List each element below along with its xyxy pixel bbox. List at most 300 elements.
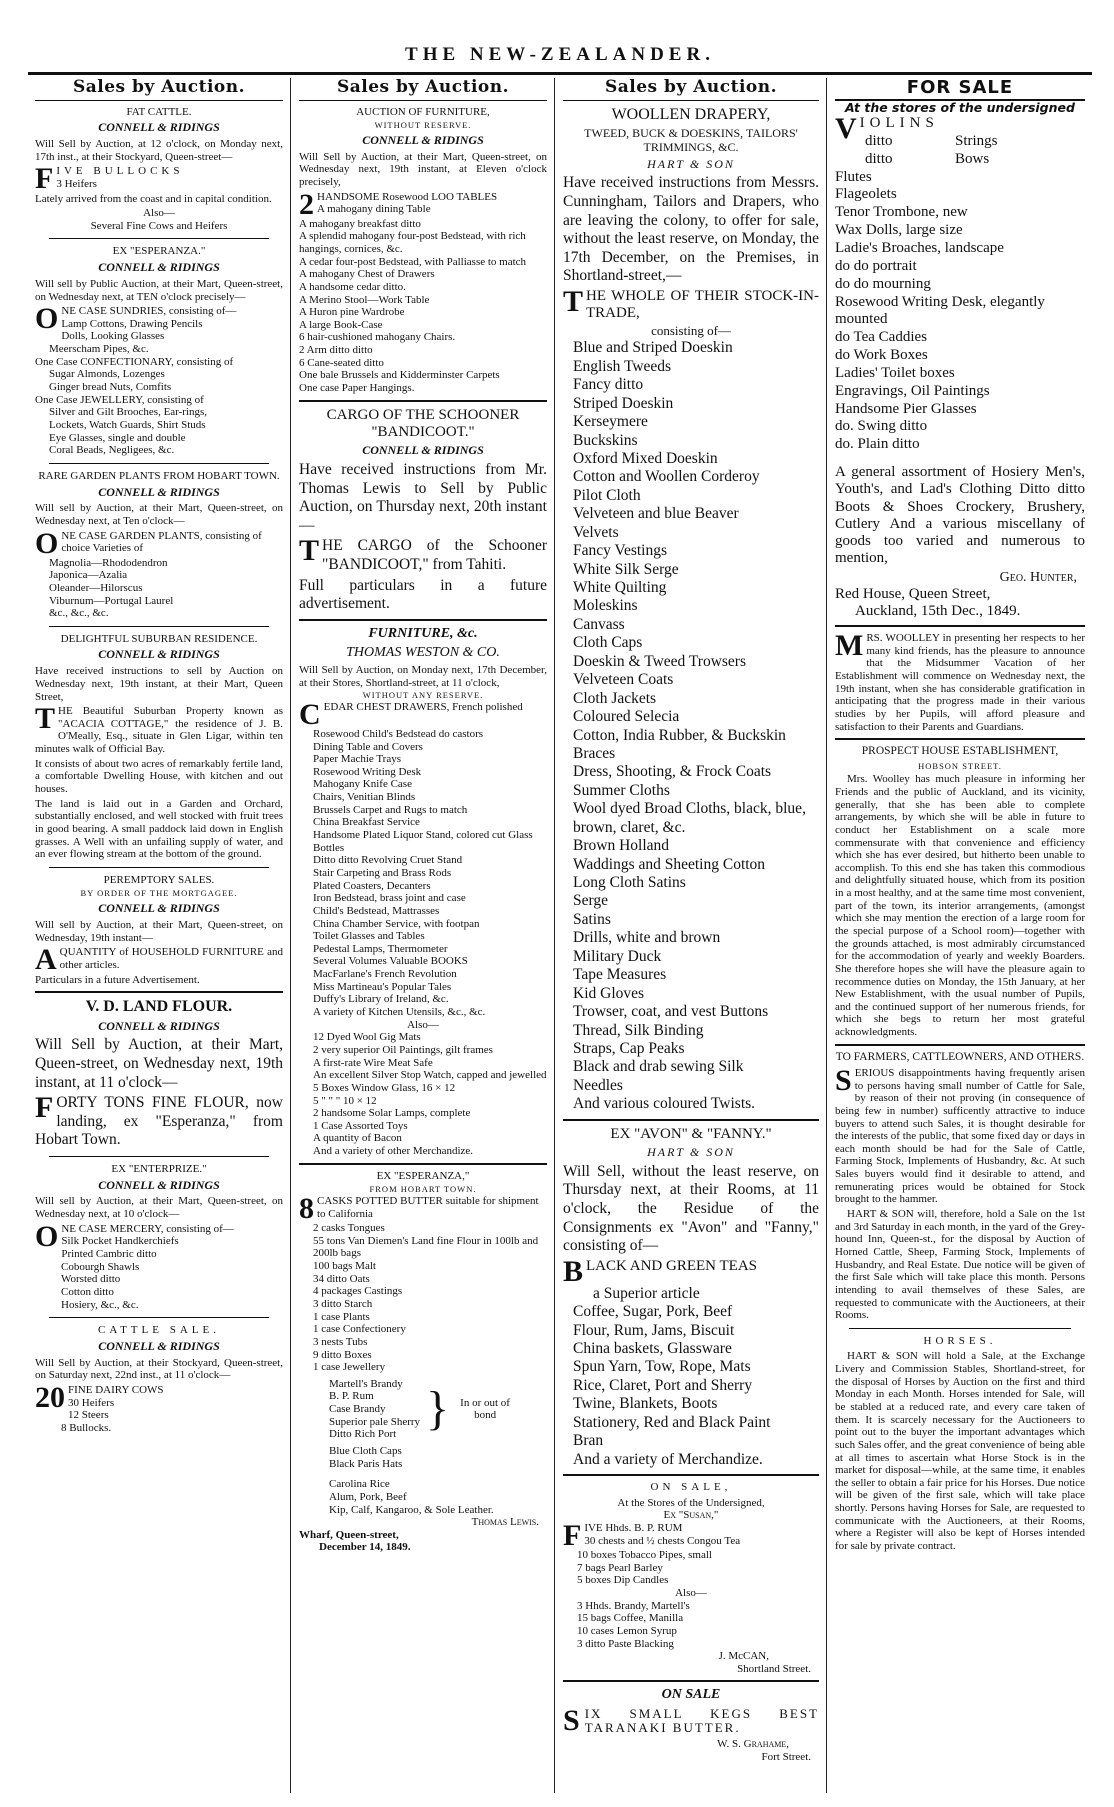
column-rule — [554, 78, 555, 1793]
list-item: Cotton and Woollen Corderoy — [573, 468, 760, 486]
list-item: Sugar Almonds, Lozenges — [49, 368, 165, 381]
auctioneer: CONNELL & RIDINGS — [98, 484, 220, 499]
list-item: China baskets, Glassware — [573, 1340, 732, 1358]
list-item: Dining Table and Covers — [313, 740, 423, 753]
list-item: Superior pale Sherry — [329, 1415, 421, 1428]
list-item: Thread, Silk Binding — [573, 1021, 704, 1039]
list-item: Drills, white and brown — [573, 929, 721, 947]
list-item: Coloured Selecia — [573, 708, 680, 726]
list-item: Cloth Jackets — [573, 689, 657, 707]
list-item: B. P. Rum — [329, 1390, 374, 1403]
list-item: Lamp Cottons, Drawing Pencils — [61, 317, 203, 330]
section-header: Sales by Auction. — [299, 78, 547, 101]
auctioneer: HART & SON — [647, 156, 735, 171]
list-item: Black and drab sewing Silk — [573, 1058, 744, 1076]
list-item: 2 handsome Solar Lamps, complete — [313, 1107, 471, 1120]
list-item: Oleander—Hilorscus — [49, 581, 143, 594]
ad-title: EX "AVON" & "FANNY." — [610, 1125, 772, 1142]
list-item: English Tweeds — [573, 357, 672, 375]
ad-text: HE CARGO of the Schooner "BANDICOOT," from Tahiti. — [322, 537, 547, 573]
list-item: Plated Coasters, Decanters — [313, 879, 431, 892]
list-item: Canvass — [573, 615, 625, 633]
list-item: Ditto ditto Revolving Cruet Stand — [313, 854, 463, 867]
list-item: Cotton ditto — [61, 1285, 114, 1298]
date: Auckland, 15th Dec., 1849. — [855, 602, 1021, 619]
signer: W. S. Grahame, — [717, 1738, 789, 1751]
list-item: 1 case Jewellery — [313, 1361, 386, 1374]
ad-subtitle: WITHOUT ANY RESERVE. — [362, 690, 484, 701]
divider — [49, 1156, 269, 1157]
section-header: Sales by Auction. — [35, 78, 283, 101]
divider — [849, 1328, 1071, 1329]
ad-subtitle: WITHOUT RESERVE. — [374, 120, 472, 131]
ad-title: V. D. LAND FLOUR. — [85, 998, 233, 1016]
column-1 — [28, 78, 290, 1793]
ad-text: Will sell by Auction, at their Mart, Queen-street, on Wednesday next, at Ten o'clock— — [35, 502, 283, 527]
list-item: do. Plain ditto — [835, 436, 920, 453]
drop-cap: F — [35, 1091, 54, 1125]
list-item: Lockets, Watch Guards, Shirt Studs — [49, 418, 206, 431]
list-item: Velvets — [573, 523, 619, 541]
list-item: do Work Boxes — [835, 347, 928, 364]
list-item: Trowser, coat, and vest Buttons — [573, 1003, 769, 1021]
list-item: Printed Cambric ditto — [61, 1248, 157, 1260]
list-item: Kid Gloves — [573, 984, 645, 1002]
list-item: Straps, Cap Peaks — [573, 1039, 685, 1057]
ad-text: HE Beautiful Suburban Property known as "ACACIA COTTAGE," the residence of J. B. O'Meally, Esq., situate in Glen Ligar, within ten minutes walk of Official Bay. — [35, 705, 283, 756]
lot-lead: NE CASE MERCERY, consisting of— — [61, 1222, 234, 1235]
list-item: Alum, Pork, Beef — [329, 1490, 407, 1503]
list-item: 8 Bullocks. — [61, 1421, 112, 1434]
list-item: China Chamber Service, with footpan — [313, 917, 480, 930]
list-item: Blue Cloth Caps — [329, 1445, 402, 1457]
list-item: One bale Brussels and Kidderminster Carpets — [299, 369, 500, 382]
list-item: Strings — [955, 132, 998, 149]
list-item: 3 nests Tubs — [313, 1335, 368, 1348]
list-item: 2 casks Tongues — [313, 1222, 385, 1235]
list-item: Serge — [573, 892, 609, 910]
ad-text: Will Sell by Auction, at their Stockyard, Queen-street, on Saturday next, 22nd inst., at 11 o'clock— — [35, 1356, 283, 1382]
list-item: Summer Cloths — [573, 781, 670, 799]
divider — [299, 1163, 547, 1165]
lot-number: 2 — [299, 187, 314, 221]
ad-title: PROSPECT HOUSE ESTABLISHMENT, — [861, 745, 1059, 758]
drop-cap: V — [835, 112, 857, 146]
list-item: Iron Bedstead, brass joint and case — [313, 892, 466, 905]
list-item: Stationery, Red and Black Paint — [573, 1413, 771, 1431]
ad-text: A general assortment of Hosiery Men's, Youth's, and Lad's Clothing Ditto ditto Boots & Shoes Crockery, Brushery, Cutlery And a various miscellany of goods too varied and numerous to mention, — [835, 464, 1085, 567]
lot-lead: HE WHOLE OF THEIR STOCK-IN-TRADE, — [586, 287, 819, 322]
list-item: 55 tons Van Diemen's Land fine Flour in 100lb and 200lb bags — [313, 1234, 539, 1260]
list-item: Spun Yarn, Tow, Rope, Mats — [573, 1358, 751, 1376]
column-rule — [826, 78, 827, 1793]
list-item: 30 Heifers — [68, 1396, 115, 1409]
ad-text: Have received instructions from Mr. Thomas Lewis to Sell by Public Auction, on Thursday next, 20th instant— — [299, 460, 547, 534]
lot-lead: IVE Hhds. B. P. RUM — [584, 1522, 683, 1535]
divider — [49, 626, 269, 627]
ad-subtitle: At the stores of the undersigned — [845, 99, 1075, 115]
ad-text: RS. WOOLLEY in presenting her respects to her many kind friends, has the pleasure to announce that the Midsummer Vacation of her Establishment will commence on Wednesday next, the 19th instant, when she has considerable gratification in anticipating that the progress made in their various studies by her Pupils, will afford pleasure and satisfaction to their Parents and Guardians. — [835, 632, 1085, 733]
list-item: Cloth Caps — [573, 634, 643, 652]
list-item: 9 ditto Boxes — [313, 1348, 372, 1361]
lot-lead: NE CASE SUNDRIES, consisting of— — [61, 305, 237, 318]
bond-note: In or out of bond — [460, 1396, 510, 1422]
list-item: Rosewood Writing Desk — [313, 765, 422, 778]
lot-lead: LACK AND GREEN TEAS — [586, 1257, 757, 1274]
auctioneer: CONNELL & RIDINGS — [362, 132, 484, 147]
ad-text: Will Sell by Auction, on Monday next, 17th December, at their Stores, Shortland-street, at 11 o'clock, — [299, 663, 547, 689]
ad-text: ORTY TONS FINE FLOUR, now landing, ex "Esperanza," from Hobart Town. — [35, 1094, 283, 1149]
list-item: Cobourgh Shawls — [61, 1260, 140, 1273]
drop-cap: T — [563, 284, 584, 318]
brace-icon: } — [426, 1382, 450, 1436]
divider — [563, 1680, 819, 1682]
list-item: Eye Glasses, single and double — [49, 431, 186, 444]
list-item: And a variety of other Merchandize. — [313, 1145, 474, 1158]
list-item: Kip, Calf, Kangaroo, & Sole Leather. — [329, 1503, 494, 1516]
auctioneer: CONNELL & RIDINGS — [98, 120, 220, 135]
lot-item: 3 Heifers — [56, 177, 97, 190]
also-label: Also— — [407, 1018, 439, 1031]
list-item: Brown Holland — [573, 837, 670, 855]
list-item: Handsome Plated Liquor Stand, colored cut Glass Bottles — [313, 829, 533, 854]
divider — [49, 867, 269, 868]
list-item: Viburnum—Portugal Laurel — [49, 594, 174, 607]
list-item: And various coloured Twists. — [573, 1095, 756, 1113]
list-item: Doeskin & Tweed Trowsers — [573, 652, 747, 670]
list-item: Cotton, India Rubber, & Buckskin Braces — [573, 726, 786, 762]
ad-text: HART & SON will hold a Sale, at the Exchange Livery and Commission Stables, Shortland-street, for the disposal of Horses by Auction on the first and third Monday in each Month. Horses intended for Sale, will be stabled at a reduced rate, and every care taken of them. It is scarcely necessary for the Auctioneers to point out to the buyer the important advantages which such Sales offer, and the great convenience of being able at all times to ascertain what Horse Stock is in the market for disposal—while, at the same time, it enables the seller to obtain a fair price for his Horses. Due notice will be given of the first sale, which will take place shortly. Persons having Horses for Sale, are requested to communicate with the Auctioneers, at their Rooms, where a Register will also be kept of Horses intended for sale by private contract. — [835, 1350, 1085, 1553]
list-item: 12 Dyed Wool Gig Mats — [313, 1031, 421, 1044]
list-item: A quantity of Bacon — [313, 1132, 402, 1145]
list-item: A large Book-Case — [299, 318, 383, 331]
list-item: do Tea Caddies — [835, 329, 927, 346]
list-item: A Huron pine Wardrobe — [299, 306, 405, 319]
list-item: Rosewood Child's Bedstead do castors — [313, 727, 484, 740]
drop-cap: A — [35, 943, 57, 977]
ad-text: ERIOUS disappointments having frequently arisen to persons having small number of Cattle for Sale, by reason of their not proving (in consequence of being few in number) sufficently attractive to induce buyers to attend such Sales, it is thought desirable for the interests of the public, that some fixed day or days in each month should be had for the Sale of Cattle, Farming Stock, Implements of Husbandry, &c. At such Sales buyers would find it desirable to attend, and remunerating prices would be obtained for Stock brought to the hammer. — [835, 1066, 1085, 1206]
ad-text: Will sell by Auction, at their Mart, Queen-street, on Wednesday next, at 10 o'clock— — [35, 1195, 283, 1221]
list-item: Moleskins — [573, 597, 638, 615]
list-item: Miss Martineau's Popular Tales — [313, 980, 452, 993]
drop-cap: M — [835, 629, 864, 663]
lot-lead: HANDSOME Rosewood LOO TABLES — [317, 190, 498, 203]
masthead: THE NEW-ZEALANDER. — [28, 40, 1092, 75]
list-item: Pedestal Lamps, Thermometer — [313, 942, 448, 955]
drop-cap: S — [563, 1703, 582, 1737]
list-item: Hosiery, &c., &c. — [61, 1298, 139, 1311]
list-item: Ladie's Broaches, landscape — [835, 239, 1004, 256]
list-item: White Silk Serge — [573, 560, 679, 578]
auctioneer: CONNELL & RIDINGS — [98, 901, 220, 916]
ad-text: The land is laid out in a Garden and Orchard, substantially enclosed, and well stocked with fruit trees in good bearing. A small paddock laid down in English grasses. A Well with an unfailing supply of water, and an ever flowing stream at the bottom of the ground. — [35, 797, 283, 861]
list-item: Dress, Shooting, & Frock Coats — [573, 763, 772, 781]
ad-title: FAT CATTLE. — [126, 105, 192, 118]
date: December 14, 1849. — [319, 1541, 411, 1554]
list-item: Tenor Trombone, new — [835, 204, 968, 221]
list-item: MacFarlane's French Revolution — [313, 968, 457, 981]
list-item: Rice, Claret, Port and Sherry — [573, 1376, 753, 1394]
list-item: Military Duck — [573, 947, 662, 965]
list-item: One Case CONFECTIONARY, consisting of — [35, 355, 234, 368]
list-item: 34 ditto Oats — [313, 1272, 370, 1285]
list-item: 2 very superior Oil Paintings, gilt frames — [313, 1043, 493, 1056]
ad-text: Have received instructions from Messrs. Cunningham, Tailors and Drapers, who are leaving the colony, to offer for sale, without the least reserve, on Monday, the 17th December, on the Premises, in Shortland-street,— — [563, 174, 819, 285]
list-item: Chairs, Venitian Blinds — [313, 791, 416, 804]
list-item: Waddings and Sheeting Cotton — [573, 855, 766, 873]
section-header: FOR SALE — [835, 78, 1085, 101]
place: Wharf, Queen-street, — [299, 1528, 399, 1541]
ad-title: EX "ESPERANZA." — [112, 245, 206, 258]
ad-text: Full particulars in a future advertisement. — [299, 576, 547, 613]
list-item: Rosewood Writing Desk, elegantly mounted — [835, 293, 1045, 328]
list-item: 5 " " " 10 × 12 — [313, 1094, 377, 1107]
lot-lead: IVE BULLOCKS — [56, 165, 184, 178]
place: Fort Street. — [761, 1751, 811, 1764]
list-item: Coral Beads, Negligees, &c. — [49, 444, 175, 457]
auctioneer: CONNELL & RIDINGS — [98, 1338, 220, 1353]
ad-title: EX "ENTERPRIZE." — [111, 1163, 207, 1175]
drop-cap: B — [563, 1254, 584, 1288]
ad-text: Lately arrived from the coast and in capital condition. — [35, 192, 272, 205]
drop-cap: F — [563, 1519, 582, 1553]
list-item: 1 case Confectionery — [313, 1323, 406, 1336]
list-item: 5 Boxes Window Glass, 16 × 12 — [313, 1081, 456, 1094]
list-item: 3 ditto Starch — [313, 1297, 373, 1310]
list-item: And a variety of Merchandize. — [573, 1450, 763, 1468]
place: Shortland Street. — [737, 1662, 811, 1675]
list-item: 15 bags Coffee, Manilla — [577, 1612, 684, 1625]
list-item: ditto — [865, 150, 893, 167]
ad-text: Will Sell by Auction, at their Mart, Queen-street, on Wednesday next, 19th instant, at Eleven o'clock precisely, — [299, 150, 547, 189]
list-item: Buckskins — [573, 431, 638, 449]
list-item: Velveteen Coats — [573, 671, 674, 689]
also-label: Also— — [675, 1586, 707, 1599]
list-item: Brussels Carpet and Rugs to match — [313, 803, 468, 816]
list-item: Bran — [573, 1432, 604, 1450]
ad-subtitle: BY ORDER OF THE MORTGAGEE. — [80, 888, 238, 899]
ad-subtitle: TWEED, BUCK & DOESKINS, TAILORS' TRIMMINGS, &C. — [584, 125, 798, 154]
list-item: China Breakfast Service — [313, 816, 420, 829]
ad-title: WOOLLEN DRAPERY, — [611, 105, 771, 123]
list-item: Twine, Blankets, Boots — [573, 1395, 718, 1413]
lot-lead: FINE DAIRY COWS — [68, 1383, 164, 1396]
drop-cap: T — [299, 534, 320, 568]
auctioneer: CONNELL & RIDINGS — [98, 647, 220, 662]
list-item: Coffee, Sugar, Pork, Beef — [573, 1303, 733, 1321]
drop-cap: T — [35, 702, 56, 736]
list-item: A cedar four-post Bedstead, with Palliasse to match — [299, 255, 527, 268]
divider — [563, 1119, 819, 1121]
auctioneer: CONNELL & RIDINGS — [98, 260, 220, 275]
list-item: Blue and Striped Doeskin — [573, 339, 733, 357]
list-item: Fancy ditto — [573, 376, 644, 394]
ad-text: Will sell by Auction, at their Mart, Queen-street, on Wednesday, 19th instant— — [35, 919, 283, 944]
divider — [835, 1044, 1085, 1046]
list-item: 6 Cane-seated ditto — [299, 356, 384, 369]
column-2 — [292, 78, 554, 1793]
column-3 — [556, 78, 826, 1793]
list-item: Flageolets — [835, 186, 897, 203]
lot-lead: EDAR CHEST DRAWERS, French polished — [323, 700, 523, 713]
list-item: 3 Hhds. Brandy, Martell's — [577, 1599, 690, 1612]
list-item: a Superior article — [593, 1284, 700, 1302]
list-item: A first-rate Wire Meat Safe — [313, 1056, 433, 1069]
ad-text: Will Sell by Auction, at their Mart, Queen-street, on Wednesday next, 19th instant, at 11 o'clock— — [35, 1036, 283, 1091]
list-item: Wool dyed Broad Cloths, black, blue, brown, claret, &c. — [573, 800, 806, 836]
auctioneer: CONNELL & RIDINGS — [362, 443, 484, 458]
list-item: Mahogany Knife Case — [313, 778, 412, 791]
list-item: 2 Arm ditto ditto — [299, 344, 373, 357]
drop-cap: O — [35, 302, 59, 336]
list-item: White Quilting — [573, 579, 667, 597]
ad-title: HORSES. — [923, 1334, 997, 1347]
ad-text: Have received instructions to sell by Auction on Wednesday next, 19th instant, at their Mart, Queen Street, — [35, 665, 283, 703]
ad-subtitle: HOBSON STREET. — [918, 760, 1002, 771]
lot-number: 20 — [35, 1380, 65, 1414]
lot-lead: IOLINS — [859, 115, 939, 132]
list-item: 1 case Plants — [313, 1310, 370, 1323]
divider — [835, 625, 1085, 627]
ad-text: Will Sell by Auction, at 12 o'clock, on Monday next, 17th inst., at their Stockyard, Queen-street— — [35, 137, 283, 163]
lot-number: 8 — [299, 1192, 314, 1226]
list-item: Silk Pocket Handkerchiefs — [61, 1235, 179, 1248]
list-item: Worsted ditto — [61, 1273, 121, 1286]
divider — [835, 738, 1085, 740]
list-item: 3 ditto Paste Blacking — [577, 1637, 674, 1650]
list-item: do do portrait — [835, 257, 917, 274]
ad-title: DELIGHTFUL SUBURBAN RESIDENCE. — [60, 632, 258, 645]
drop-cap: O — [35, 526, 59, 560]
signer: J. McCAN, — [718, 1650, 769, 1663]
list-item: 30 chests and ½ chests Congou Tea — [584, 1534, 741, 1547]
column-rule — [290, 78, 291, 1793]
ad-text: IX SMALL KEGS BEST TARANAKI BUTTER. — [584, 1705, 819, 1736]
list-item: 12 Steers — [68, 1409, 109, 1422]
list-item: Long Cloth Satins — [573, 874, 686, 892]
signer: Geo. Hunter, — [999, 569, 1077, 585]
list-item: 10 boxes Tobacco Pipes, small — [577, 1549, 712, 1562]
ad-title: ON SALE, — [650, 1481, 732, 1494]
ad-text: Mrs. Woolley has much pleasure in informing her Friends and the public of Auckland, and its vicinity, generally, that she has been able to complete arrangements, by which she will be able in future to conduct her Establishment on a scale more commensurate with that convenience and efficiency which she has ever desired, but hitherto been unable to accomplish. To this end she has taken this commodious and delightfully situated house, which from its position in a most healthy, and at the same time most convenient, part of the town, its interior arrangements, (amongst which she may mention the erection of a large room for the special purpose of a School room)—together with the grounds attached, is most admirably circumstanced for the accommodation of yearly and weekly Boarders. She therefore hopes she will have the pleasure again to recommence duties on Monday, the 15th January, at her New Establishment, with the usual number of Pupils, and the continued support of her numerous friends, for which she begs to return her most grateful acknowledgments. — [835, 773, 1085, 1039]
list-item: Engravings, Oil Paintings — [835, 382, 990, 399]
list-item: One case Paper Hangings. — [299, 382, 415, 394]
list-item: 1 Case Assorted Toys — [313, 1119, 408, 1132]
list-item: Meerscham Pipes, &c. — [49, 343, 149, 356]
list-item: Fancy Vestings — [573, 542, 668, 560]
list-item: Needles — [573, 1076, 623, 1094]
ad-title: ON SALE — [661, 1687, 721, 1703]
drop-cap: O — [35, 1219, 59, 1253]
list-item: Ladies' Toilet boxes — [835, 364, 955, 381]
list-item: &c., &c., &c. — [49, 607, 109, 620]
ad-text: Particulars in a future Advertisement. — [35, 973, 200, 986]
list-item: Paper Machie Trays — [313, 753, 401, 766]
ad-text: HART & SON will, therefore, hold a Sale on the 1st and 3rd Saturday in each month, in the yard of the Grey-hound Inn, Queen-st., for the disposal by Auction of Horned Cattle, Sheep, Farming Stock, Implements of Husbandry, and Real Estate. Due notice will be given of the first Sale which will take place this month. Persons intending to avail themselves of these Sales, are requested to communicate with the Auctioneers, at their Rooms. — [835, 1208, 1085, 1322]
auctioneer: HART & SON — [647, 1144, 735, 1159]
ad-text: It consists of about two acres of remarkably fertile land, a comfortable Dwelling House, with kitchen and out houses. — [35, 757, 283, 795]
divider — [299, 619, 547, 621]
list-item: A variety of Kitchen Utensils, &c., &c. — [313, 1006, 486, 1019]
list-item: 7 bags Pearl Barley — [577, 1561, 663, 1574]
ad-title: PEREMPTORY SALES. — [103, 873, 215, 886]
list-item: Flour, Rum, Jams, Biscuit — [573, 1321, 735, 1339]
list-item: One Case JEWELLERY, consisting of — [35, 393, 204, 406]
list-item: Handsome Pier Glasses — [835, 400, 977, 417]
list-item: Several Volumes Valuable BOOKS — [313, 955, 468, 968]
divider — [299, 400, 547, 402]
list-item: Magnolia—Rhododendron — [49, 556, 168, 569]
list-item: Pilot Cloth — [573, 486, 641, 504]
list-item: 5 boxes Dip Candles — [577, 1574, 669, 1587]
signer: Thomas Lewis. — [471, 1516, 539, 1529]
ad-title: EX "ESPERANZA," — [376, 1169, 470, 1182]
list-item: Flutes — [835, 168, 872, 185]
divider — [563, 1474, 819, 1476]
list-item: Japonica—Azalia — [49, 569, 128, 582]
list-item: 4 packages Castings — [313, 1285, 403, 1298]
list-item: Black Paris Hats — [329, 1457, 403, 1470]
list-item: Kerseymere — [573, 413, 648, 431]
ad-text: QUANTITY of HOUSEHOLD FURNITURE and other articles. — [59, 946, 283, 971]
auctioneer: THOMAS WESTON & CO. — [346, 644, 500, 660]
list-item: Ginger bread Nuts, Comfits — [49, 381, 172, 394]
list-item: A mahogany Chest of Drawers — [299, 268, 435, 281]
ad-title: CATTLE SALE. — [98, 1324, 220, 1337]
list-item: Martell's Brandy — [329, 1377, 403, 1390]
divider — [35, 991, 283, 993]
list-item: do do mourning — [835, 275, 931, 292]
list-item: Child's Bedstead, Mattrasses — [313, 904, 440, 917]
column-4 — [828, 78, 1092, 1793]
ad-title: TO FARMERS, CATTLEOWNERS, AND OTHERS. — [835, 1050, 1085, 1063]
list-item: 6 hair-cushioned mahogany Chairs. — [299, 331, 456, 344]
ad-title: RARE GARDEN PLANTS FROM HOBART TOWN. — [38, 469, 280, 482]
ad-text: Will sell by Public Auction, at their Mart, Queen-street, on Wednesday next, at TEN o'clock precisely— — [35, 277, 283, 303]
list-item: Toilet Glasses and Tables — [313, 930, 425, 943]
ad-title: AUCTION OF FURNITURE, — [356, 105, 490, 118]
list-item: Satins — [573, 910, 611, 928]
auctioneer: CONNELL & RIDINGS — [98, 1177, 220, 1192]
list-item: do. Swing ditto — [835, 418, 928, 435]
list-item: Duffy's Library of Ireland, &c. — [313, 993, 449, 1006]
ad-text: Several Fine Cows and Heifers — [90, 219, 228, 232]
lot-lead: NE CASE GARDEN PLANTS, consisting of choice Varieties of — [61, 529, 262, 555]
list-item: An excellent Silver Stop Watch, capped and jewelled — [313, 1069, 547, 1082]
ad-title: FURNITURE, &c. — [368, 625, 478, 641]
list-item: A Merino Stool—Work Table — [299, 293, 430, 306]
list-item: ditto — [865, 132, 893, 149]
place: Red House, Queen Street, — [835, 585, 991, 602]
list-item: Tape Measures — [573, 966, 667, 984]
ad-subtitle: Ex "Susan," — [663, 1509, 719, 1522]
ad-text: Will Sell, without the least reserve, on Thursday next, at their Rooms, at 11 o'clock, the Residue of the Consignments ex "Avon" and "Fanny," consisting of— — [563, 1162, 819, 1255]
list-item: 100 bags Malt — [313, 1260, 376, 1273]
list-item: A splendid mahogany four-post Bedstead, with rich hangings, cornices, &c. — [299, 230, 526, 255]
list-item: 10 cases Lemon Syrup — [577, 1624, 677, 1637]
also-label: Also— — [143, 207, 175, 220]
lot-lead: CASKS POTTED BUTTER suitable for shipment to California — [317, 1195, 539, 1220]
list-item: Stair Carpeting and Brass Rods — [313, 866, 452, 879]
list-item: Ditto Rich Port — [329, 1428, 397, 1441]
list-item: Striped Doeskin — [573, 394, 674, 412]
list-item: Case Brandy — [329, 1403, 386, 1416]
auctioneer: CONNELL & RIDINGS — [98, 1018, 220, 1033]
drop-cap: S — [835, 1063, 852, 1097]
consisting-label: consisting of— — [651, 323, 731, 339]
ad-title: CARGO OF THE SCHOONER "BANDICOOT." — [326, 406, 520, 440]
list-item: Carolina Rice — [329, 1478, 390, 1491]
